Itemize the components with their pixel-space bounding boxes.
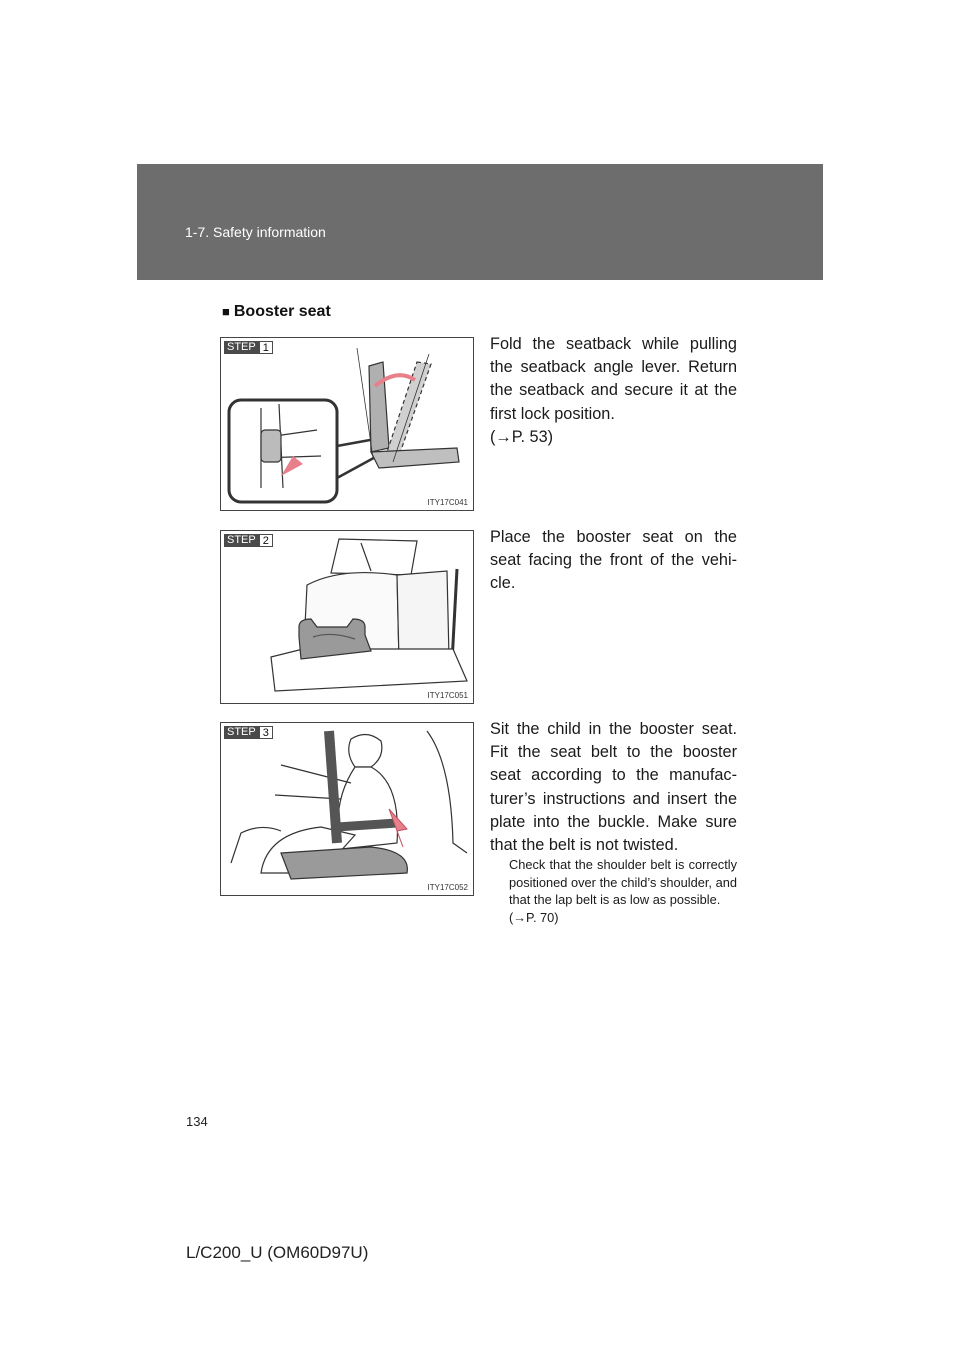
section-heading (222, 303, 331, 321)
step3-figure (220, 722, 474, 896)
heading-bullet: ■ (222, 304, 230, 319)
step3-note: Check that the shoulder belt is correctly positioned over the child’s shoulder, and that the lap belt is as low as possible. (→P. 70) (509, 857, 737, 925)
page-ref: (→P. 70) (509, 909, 559, 925)
header-band (137, 164, 823, 280)
section-header: 1-7. Safety information (185, 224, 326, 240)
figure-code: ITY17C051 (427, 691, 468, 700)
footer-code: L/C200_U (OM60D97U) (186, 1243, 369, 1262)
step3-text: Sit the child in the booster seat. Fit the seat belt to the booster seat according to the manufac-turer’s instructions and insert the plate into the buckle. Make sure that the belt is not twisted. (490, 720, 737, 855)
child-on-booster-illustration (221, 723, 473, 895)
step-badge: STEP 1 (224, 341, 273, 354)
step-badge: STEP 3 (224, 726, 273, 739)
step2-figure (220, 530, 474, 704)
booster-on-seat-illustration (221, 531, 473, 703)
page-ref: (→P. 53) (490, 427, 554, 446)
heading-title: Booster seat (233, 303, 331, 320)
shoulder-belt (329, 731, 337, 843)
step2-text: Place the booster seat on the seat facing the front of the vehi-cle. (490, 528, 737, 593)
step-badge: STEP 2 (224, 534, 273, 547)
step1-figure (220, 337, 474, 511)
step1-text: Fold the seatback while pulling the seatback angle lever. Return the seatback and secure it at the first lock position. (→P. 53) (490, 333, 737, 449)
page-number: 134 (186, 1114, 208, 1129)
seat-fold-illustration (221, 338, 473, 510)
lap-belt (337, 823, 397, 827)
figure-code: ITY17C041 (427, 498, 468, 507)
figure-code: ITY17C052 (427, 883, 468, 892)
